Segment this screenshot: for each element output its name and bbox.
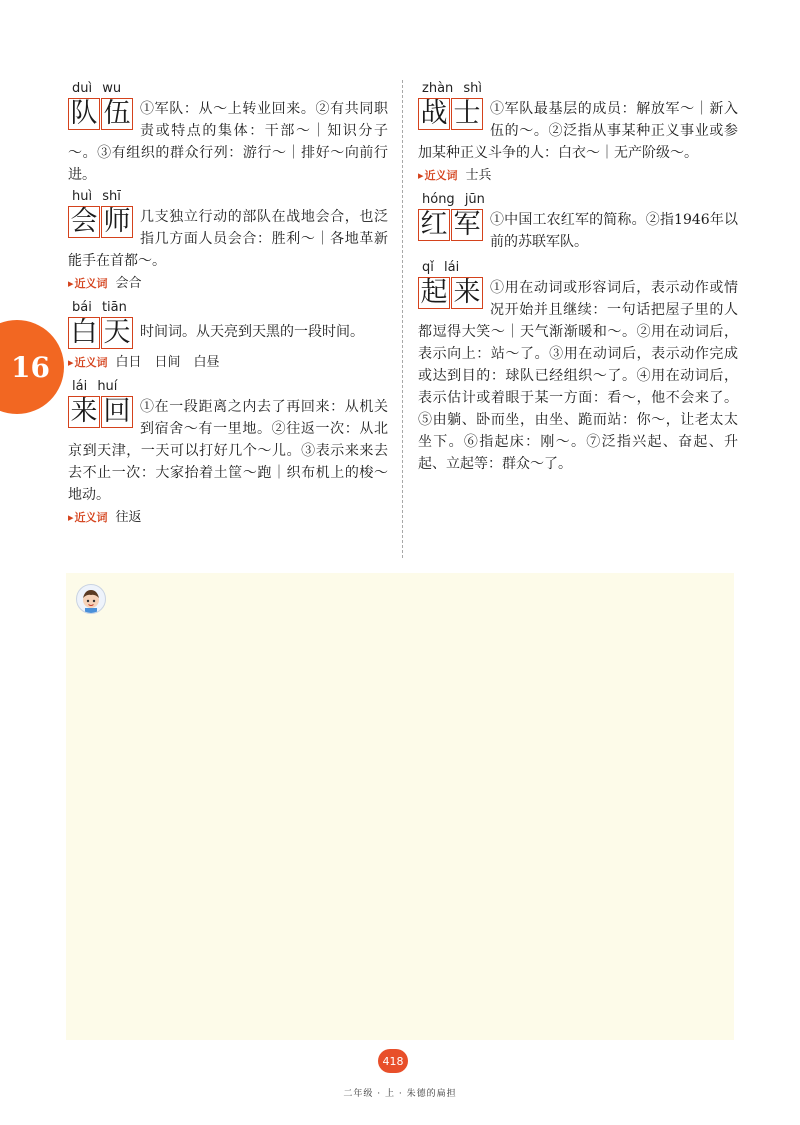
synonym-tag: ▸ 近义词 <box>68 277 108 290</box>
entry-pinyin: huì shī <box>72 189 121 204</box>
entry-definition: 几支独立行动的部队在战地会合，也泛指几方面人员会合：胜利～｜各地革新能手在首都～。 <box>68 209 388 269</box>
entry-pinyin: qǐ lái <box>422 260 460 275</box>
entry-pinyin: lái huí <box>72 379 118 394</box>
synonym-line <box>418 165 738 187</box>
dictionary-entry <box>68 378 388 529</box>
entry-headword <box>418 209 484 241</box>
headword-char: 师 <box>101 206 133 238</box>
entry-headword <box>68 98 134 130</box>
synonym-words: 白日 日间 白昼 <box>115 355 220 370</box>
headword-char: 士 <box>451 98 483 130</box>
page-number: 418 <box>378 1049 408 1073</box>
dictionary-entry <box>418 259 738 475</box>
headword-char: 会 <box>68 206 100 238</box>
entry-definition: ①在一段距离之内去了再回来：从机关到宿舍～有一里地。②往返一次：从北京到天津，一天可以打好几个～儿。③表示来来去去不止一次：大家抬着土筐～跑｜织布机上的梭～地动。 <box>68 399 388 503</box>
left-column <box>68 80 388 533</box>
dictionary-entry <box>418 80 738 187</box>
chapter-number: 16 <box>11 350 50 384</box>
synonym-words: 往返 <box>115 510 142 525</box>
dictionary-entry <box>68 80 388 186</box>
headword-char: 天 <box>101 317 133 349</box>
dictionary-entry <box>418 191 738 253</box>
synonym-tag: ▸ 近义词 <box>68 511 108 524</box>
entry-pinyin: duì wu <box>72 81 122 96</box>
synonym-line <box>68 352 388 374</box>
chapter-tab <box>0 320 64 414</box>
child-avatar-icon <box>76 584 106 614</box>
headword-char: 红 <box>418 209 450 241</box>
notes-area <box>66 573 734 1040</box>
entry-pinyin: zhàn shì <box>422 81 483 96</box>
headword-char: 军 <box>451 209 483 241</box>
entry-definition: 时间词。从天亮到天黑的一段时间。 <box>140 324 364 340</box>
synonym-tag: ▸ 近义词 <box>418 169 458 182</box>
entry-definition: ①用在动词或形容词后，表示动作或情况开始并且继续：一句话把屋子里的人都逗得大笑～｜天气渐渐暖和～。②用在动词后，表示向上：站～了。③用在动词后，表示动作完成或达到目的：球队已经组织～了。④用在动词后，表示估计或着眼于某一方面：看～，他不会来了。⑤由躺、卧而坐，由坐、跪而站：你～，让老太太坐下。⑥指起床：刚～。⑦泛指兴起、奋起、升起、立起等：群众～了。 <box>418 280 738 472</box>
headword-char: 回 <box>101 396 133 428</box>
entry-headword <box>68 206 134 238</box>
dictionary-entry <box>68 299 388 374</box>
headword-char: 起 <box>418 277 450 309</box>
headword-char: 白 <box>68 317 100 349</box>
column-divider <box>402 80 403 558</box>
synonym-line <box>68 507 388 529</box>
right-column <box>418 80 738 477</box>
synonym-words: 会合 <box>115 276 142 291</box>
entry-headword <box>68 396 134 428</box>
headword-char: 来 <box>451 277 483 309</box>
headword-char: 伍 <box>101 98 133 130</box>
page-footer: 二年级 · 上 · 朱德的扁担 <box>343 1089 457 1099</box>
entry-pinyin: hóng jūn <box>422 192 485 207</box>
synonym-line <box>68 273 388 295</box>
entry-definition: ①军队最基层的成员：解放军～｜新入伍的～。②泛指从事某种正义事业或参加某种正义斗争的人：白衣～｜无产阶级～。 <box>418 101 738 161</box>
headword-char: 来 <box>68 396 100 428</box>
entry-pinyin: bái tiān <box>72 300 127 315</box>
entry-headword <box>68 317 134 349</box>
headword-char: 队 <box>68 98 100 130</box>
entry-headword <box>418 98 484 130</box>
entry-definition: ①中国工农红军的简称。②指1946年以前的苏联军队。 <box>490 212 738 250</box>
synonym-tag: ▸ 近义词 <box>68 356 108 369</box>
dictionary-entry <box>68 188 388 295</box>
headword-char: 战 <box>418 98 450 130</box>
entry-definition: ①军队：从～上转业回来。②有共同职责或特点的集体：干部～｜知识分子～。③有组织的群众行列：游行～｜排好～向前行进。 <box>68 101 388 183</box>
synonym-words: 士兵 <box>465 168 492 183</box>
entry-headword <box>418 277 484 309</box>
